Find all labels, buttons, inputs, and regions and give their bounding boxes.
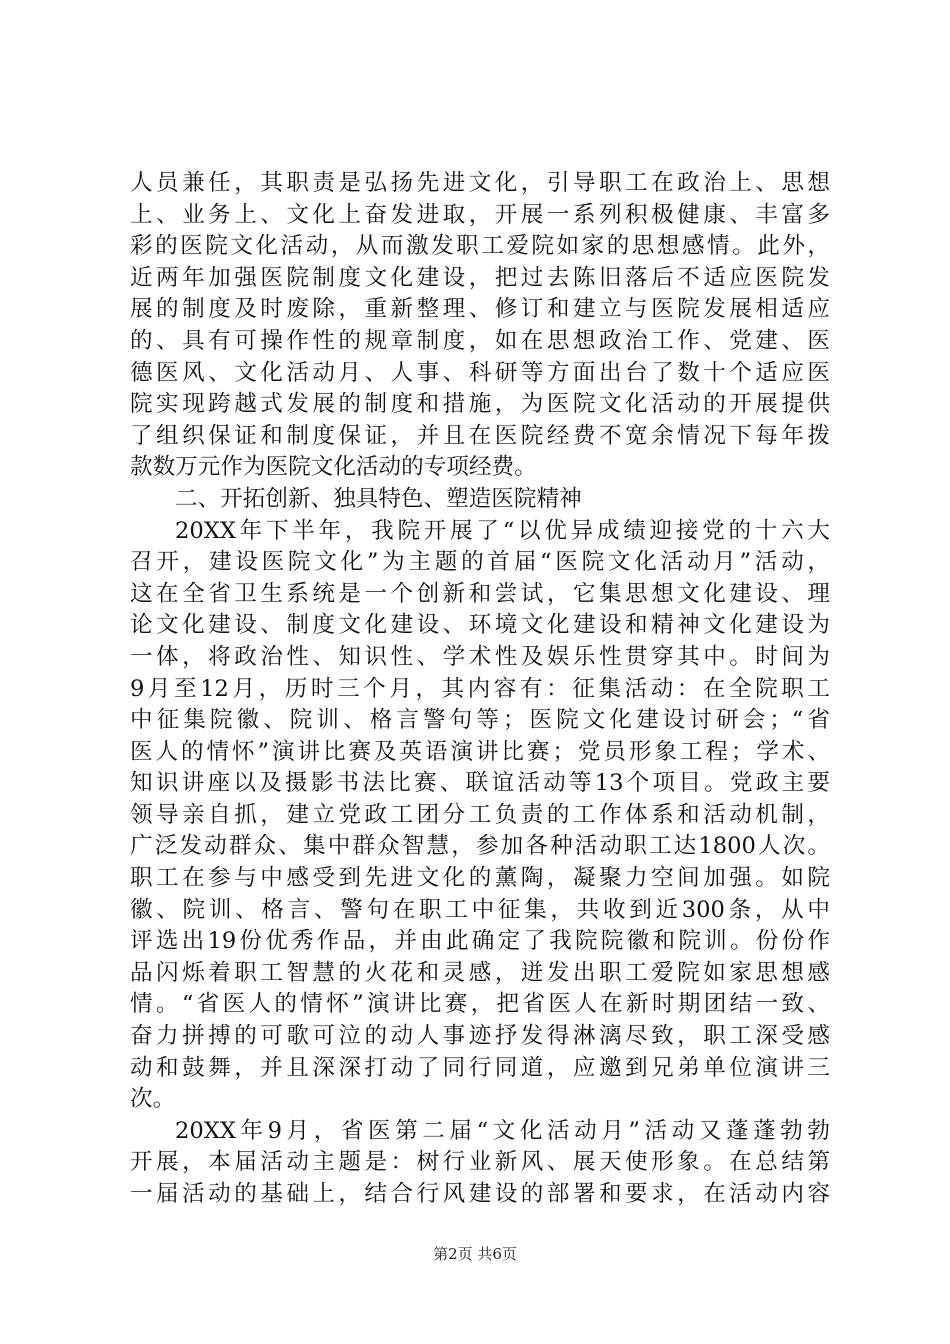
text-line: 展的制度及时废除，重新整理、修订和建立与医院发展相适应 xyxy=(130,296,830,323)
text-line: 奋力拼搏的可歌可泣的动人事迹抒发得淋漓尽致，职工深受感 xyxy=(130,1023,830,1050)
text-line: 品闪烁着职工智慧的火花和灵感，迸发出职工爱院如家思想感 xyxy=(130,959,830,986)
text-line: 彩的医院文化活动，从而激发职工爱院如家的思想感情。此外， xyxy=(130,233,830,260)
text-line: 开展，本届活动主题是：树行业新风、展天使形象。在总结第 xyxy=(130,1149,830,1176)
text-line: 一届活动的基础上，结合行风建设的部署和要求，在活动内容 xyxy=(130,1181,830,1207)
text-line: 领导亲自抓，建立党政工团分工负责的工作体系和活动机制， xyxy=(130,801,830,828)
text-line: 情。“省医人的情怀”演讲比赛，把省医人在新时期团结一致、 xyxy=(130,991,830,1018)
text-line: 德医风、文化活动月、人事、科研等方面出台了数十个适应医 xyxy=(130,359,830,386)
text-line: 一体，将政治性、知识性、学术性及娱乐性贯穿其中。时间为 xyxy=(130,643,830,670)
text-line: 这在全省卫生系统是一个创新和尝试，它集思想文化建设、理 xyxy=(130,580,830,607)
text-line: 近两年加强医院制度文化建设，把过去陈旧落后不适应医院发 xyxy=(130,264,830,291)
text-line: 20XX年9月，省医第二届“文化活动月”活动又蓬蓬勃勃 xyxy=(175,1117,830,1144)
text-line: 二、开拓创新、独具特色、塑造医院精神 xyxy=(175,485,582,512)
text-line: 论文化建设、制度文化建设、环境文化建设和精神文化建设为 xyxy=(130,612,830,639)
page-footer: 第2页 共6页 xyxy=(433,1245,517,1263)
text-line: 广泛发动群众、集中群众智慧，参加各种活动职工达1800人次。 xyxy=(130,833,830,860)
text-line: 次。 xyxy=(130,1086,176,1113)
text-line: 院实现跨越式发展的制度和措施，为医院文化活动的开展提供 xyxy=(130,391,830,418)
text-line: 中征集院徽、院训、格言警句等；医院文化建设讨研会；“省 xyxy=(130,707,830,734)
text-line: 的、具有可操作性的规章制度，如在思想政治工作、党建、医 xyxy=(130,327,830,354)
text-line: 人员兼任，其职责是弘扬先进文化，引导职工在政治上、思想 xyxy=(130,170,830,196)
text-line: 9月至12月，历时三个月，其内容有：征集活动：在全院职工 xyxy=(130,675,830,702)
text-line: 职工在参与中感受到先进文化的薰陶，凝聚力空间加强。如院 xyxy=(130,865,830,892)
text-line: 徽、院训、格言、警句在职工中征集，共收到近300条，从中 xyxy=(130,896,830,923)
text-line: 动和鼓舞，并且深深打动了同行同道，应邀到兄弟单位演讲三 xyxy=(130,1054,830,1081)
text-line: 上、业务上、文化上奋发进取，开展一系列积极健康、丰富多 xyxy=(130,201,830,228)
text-line: 医人的情怀”演讲比赛及英语演讲比赛；党员形象工程；学术、 xyxy=(130,738,830,765)
text-line: 评选出19份优秀作品，并由此确定了我院院徽和院训。份份作 xyxy=(130,928,830,955)
text-line: 知识讲座以及摄影书法比赛、联谊活动等13个项目。党政主要 xyxy=(130,770,830,797)
text-line: 20XX年下半年，我院开展了“以优异成绩迎接党的十六大 xyxy=(175,517,830,544)
text-line: 召开，建设医院文化”为主题的首届“医院文化活动月”活动， xyxy=(130,549,830,576)
text-line: 了组织保证和制度保证，并且在医院经费不宽余情况下每年拨 xyxy=(130,422,830,449)
text-line: 款数万元作为医院文化活动的专项经费。 xyxy=(130,454,537,481)
body-text xyxy=(130,168,830,1211)
